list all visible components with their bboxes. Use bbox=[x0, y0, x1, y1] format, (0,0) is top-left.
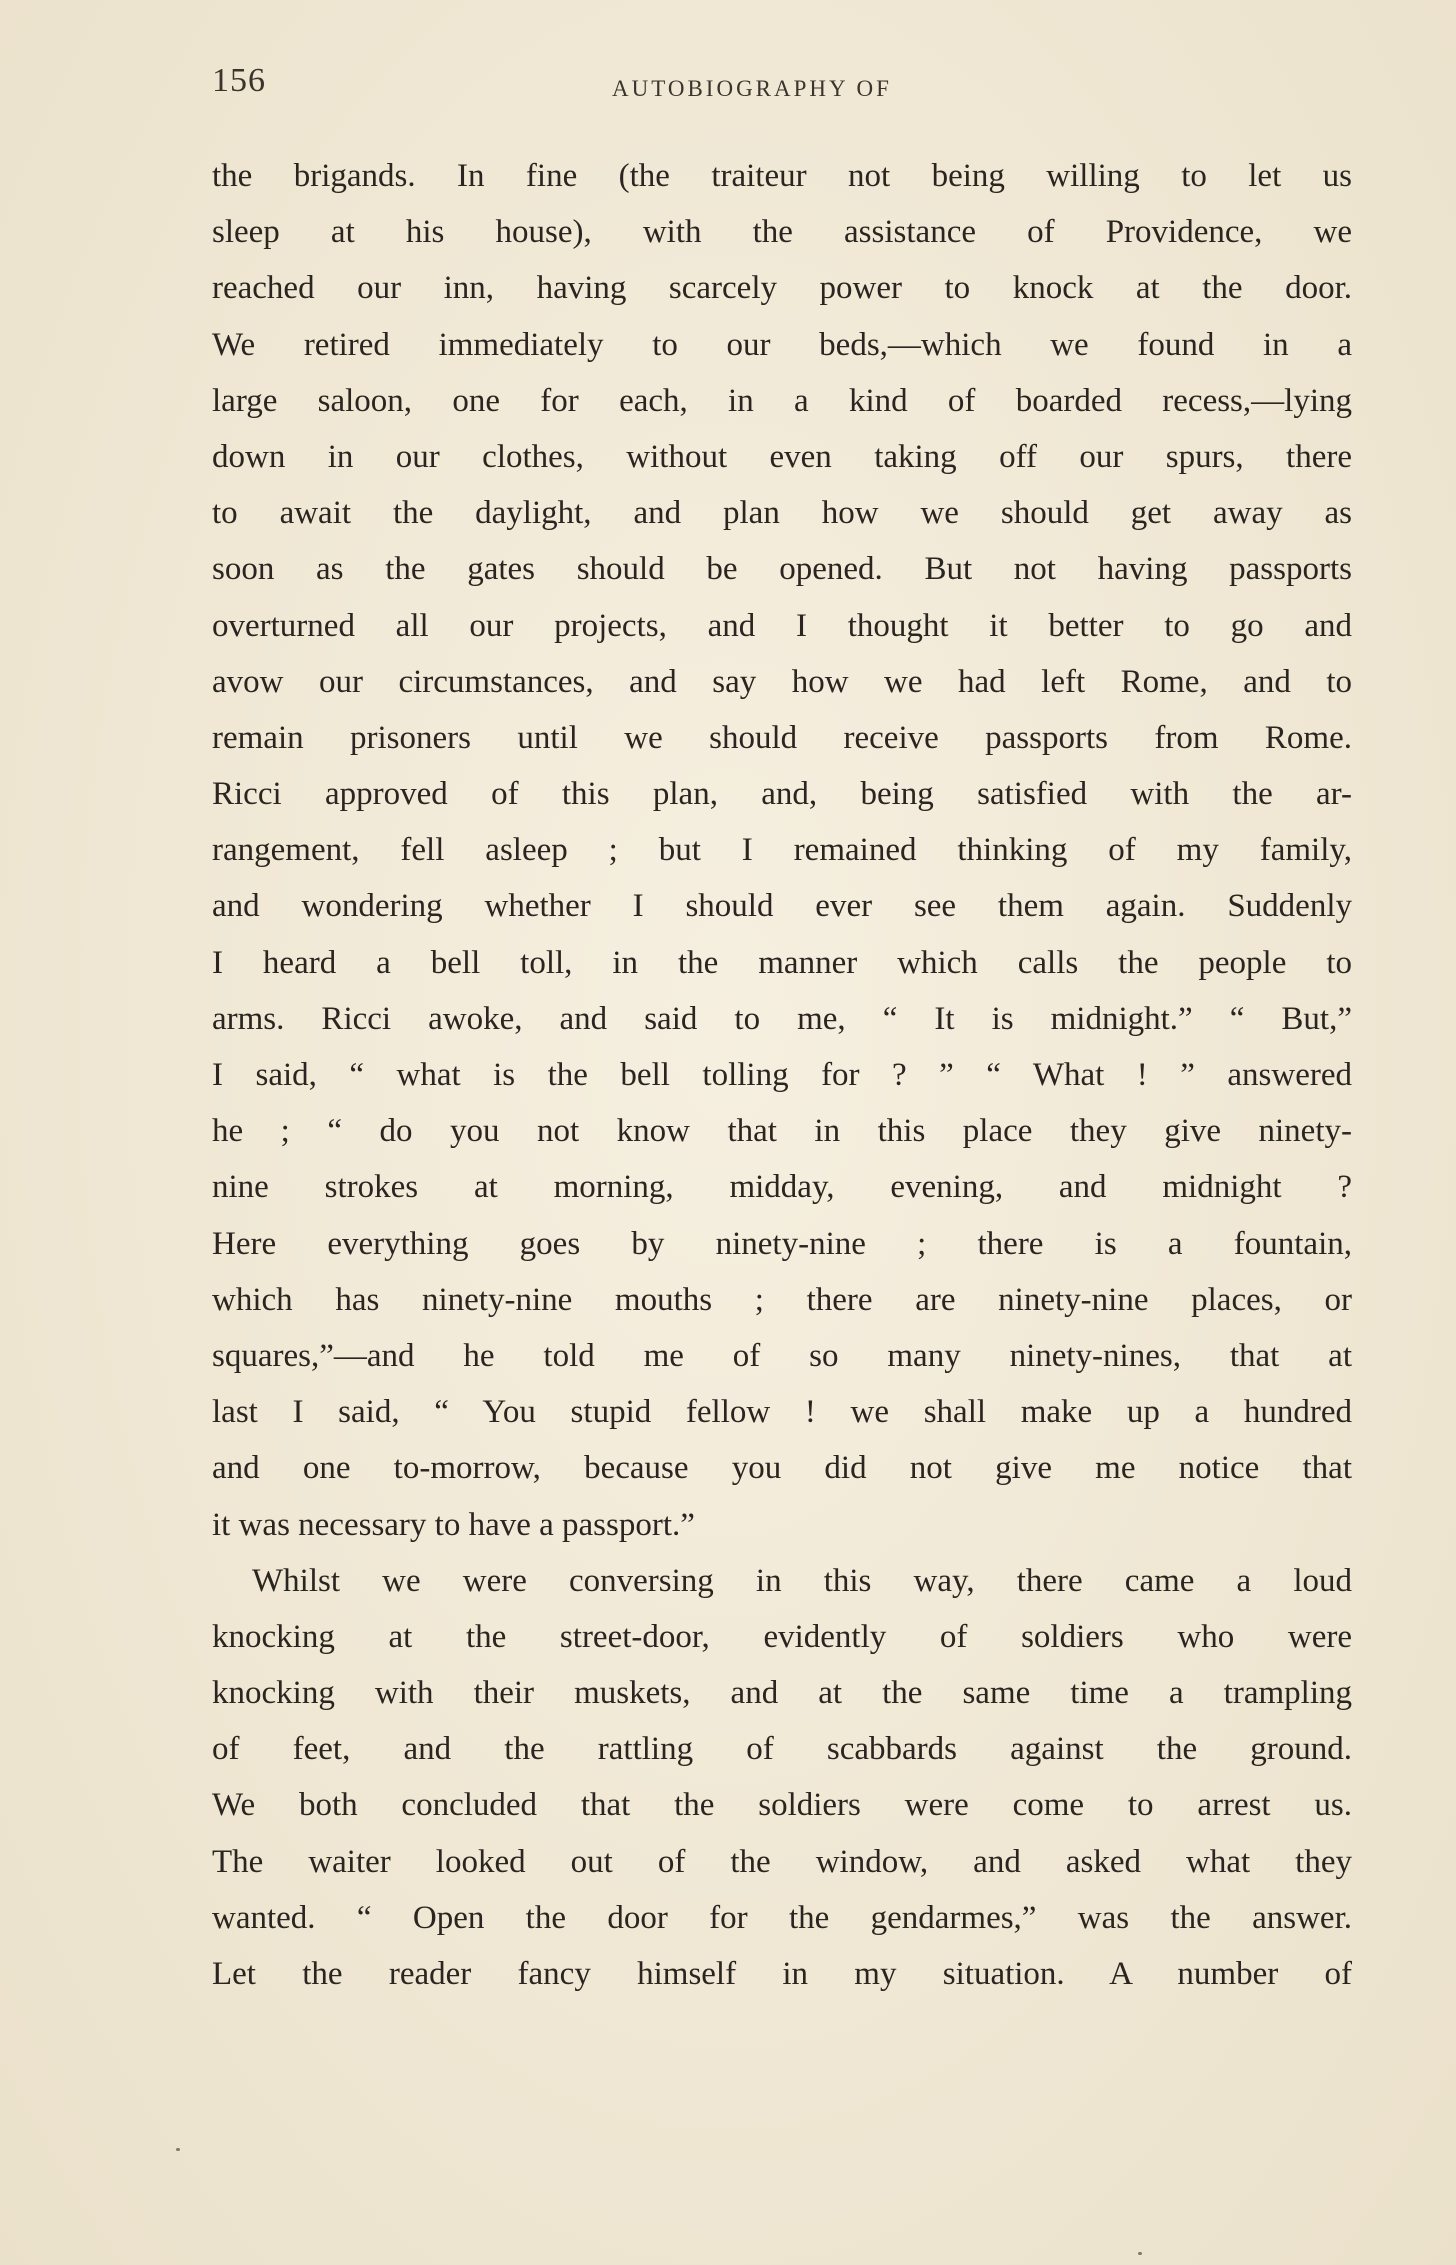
text-line: wanted. “ Open the door for the gendarmes,” was the answer. bbox=[212, 1899, 1352, 1936]
text-line: reached our inn, having scarcely power to knock at the door. bbox=[212, 270, 1352, 307]
text-line: last I said, “ You stupid fellow ! we shall make up a hundred bbox=[212, 1394, 1352, 1431]
text-line: and one to-morrow, because you did not give me notice that bbox=[212, 1450, 1352, 1487]
running-head bbox=[212, 62, 1352, 112]
text-line: which has ninety-nine mouths ; there are ninety-nine places, or bbox=[212, 1281, 1352, 1318]
body-text bbox=[212, 148, 1352, 2002]
text-line: knocking at the street-door, evidently of soldiers who were bbox=[212, 1618, 1352, 1655]
text-line: down in our clothes, without even taking off our spurs, there bbox=[212, 438, 1352, 475]
text-line: The waiter looked out of the window, and asked what they bbox=[212, 1843, 1352, 1880]
text-line: large saloon, one for each, in a kind of boarded recess,—lying bbox=[212, 382, 1352, 419]
text-line: We retired immediately to our beds,—which we found in a bbox=[212, 326, 1352, 363]
text-line: soon as the gates should be opened. But not having passports bbox=[212, 551, 1352, 588]
text-line: the brigands. In fine (the traiteur not being willing to let us bbox=[212, 158, 1352, 194]
text-line: I heard a bell toll, in the manner which calls the people to bbox=[212, 944, 1352, 981]
page-number: 156 bbox=[212, 62, 266, 99]
text-line: arms. Ricci awoke, and said to me, “ It is midnight.” “ But,” bbox=[212, 1000, 1352, 1037]
text-line: I said, “ what is the bell tolling for ? ” “ What ! ” answered bbox=[212, 1057, 1352, 1093]
paragraph-first-line: Whilst we were conversing in this way, there came a loud bbox=[252, 1562, 1352, 1599]
paper-speck bbox=[176, 2148, 180, 2151]
text-line: squares,”—and he told me of so many ninety-nines, that at bbox=[212, 1337, 1352, 1374]
text-line: to await the daylight, and plan how we should get away as bbox=[212, 495, 1352, 532]
text-line: nine strokes at morning, midday, evening, and midnight ? bbox=[212, 1169, 1352, 1206]
text-line: avow our circumstances, and say how we had left Rome, and to bbox=[212, 663, 1352, 700]
text-line: Ricci approved of this plan, and, being satisfied with the ar- bbox=[212, 776, 1352, 813]
running-title: AUTOBIOGRAPHY OF bbox=[612, 76, 892, 101]
text-line: rangement, fell asleep ; but I remained thinking of my family, bbox=[212, 832, 1352, 869]
text-line: he ; “ do you not know that in this place they give ninety- bbox=[212, 1113, 1352, 1150]
paragraph-last-line: it was necessary to have a passport.” bbox=[212, 1506, 695, 1543]
text-line: of feet, and the rattling of scabbards against the ground. bbox=[212, 1731, 1352, 1768]
text-line: and wondering whether I should ever see them again. Suddenly bbox=[212, 888, 1352, 925]
paper-speck bbox=[1138, 2252, 1142, 2255]
text-line: Here everything goes by ninety-nine ; there is a fountain, bbox=[212, 1225, 1352, 1262]
text-line: overturned all our projects, and I thought it better to go and bbox=[212, 607, 1352, 644]
text-line: sleep at his house), with the assistance of Providence, we bbox=[212, 214, 1352, 251]
text-line: remain prisoners until we should receive passports from Rome. bbox=[212, 719, 1352, 756]
text-line: knocking with their muskets, and at the same time a trampling bbox=[212, 1675, 1352, 1712]
text-line: Let the reader fancy himself in my situation. A number of bbox=[212, 1956, 1352, 1992]
text-line: We both concluded that the soldiers were come to arrest us. bbox=[212, 1787, 1352, 1824]
